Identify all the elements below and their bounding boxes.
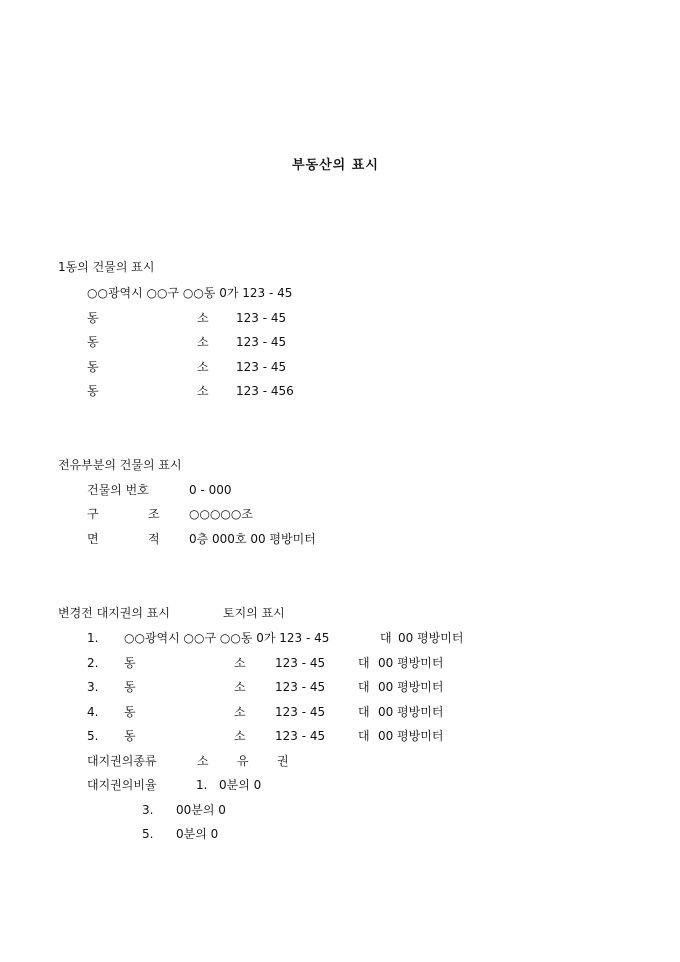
land-row-number: 3. [87,680,99,694]
building-row-label: 동 [87,335,99,349]
unit-number-value: 0 - 000 [189,483,232,497]
land-row-use: 대 [358,656,370,670]
unit-structure-label: 조 [148,507,160,521]
unit-area-value: 0층 000호 00 평방미터 [189,532,316,546]
land-row-value: 123 - 45 [275,680,326,694]
land-row-value: 123 - 45 [275,656,326,670]
land-row-label: 소 [234,705,246,719]
land-row-label: 소 [234,729,246,743]
land-row-area: 00 평방미터 [378,680,444,694]
building-row-label: 동 [87,384,99,398]
building-address: ○○광역시 ○○구 ○○동 0가 123 - 45 [87,286,293,300]
building-row-value: 123 - 45 [236,311,287,325]
land-ratio-label: 대지권의비율 [87,778,157,792]
land-ratio-number: 3. [142,803,154,817]
land-ratio-number: 1. [196,778,208,792]
unit-structure-value: ○○○○○조 [189,507,253,521]
land-type-value: 소 [197,754,209,768]
land-row-label: 동 [124,705,136,719]
building-row-label: 소 [197,311,209,325]
land-row-label: 소 [234,656,246,670]
land-row-number: 1. [87,631,99,645]
land-type-value: 권 [277,754,289,768]
land-row-area: 00 평방미터 [378,705,444,719]
building-row-value: 123 - 45 [236,335,287,349]
land-row-use: 대 [358,680,370,694]
land-row-label: 동 [124,680,136,694]
unit-area-label: 면 [87,532,99,546]
unit-structure-label: 구 [87,507,99,521]
land-ratio-value: 0분의 0 [176,827,219,841]
land-ratio-value: 0분의 0 [219,778,262,792]
unit-area-label: 적 [148,532,160,546]
land-row-label: 소 [234,680,246,694]
building-row-value: 123 - 456 [236,384,294,398]
building-row-label: 소 [197,360,209,374]
unit-heading: 전유부분의 건물의 표시 [58,458,182,472]
unit-number-label: 건물의 번호 [87,483,149,497]
building-row-label: 동 [87,360,99,374]
land-row-area: 00 평방미터 [378,729,444,743]
land-row-value: 123 - 45 [275,705,326,719]
land-row-number: 2. [87,656,99,670]
land-row-number: 4. [87,705,99,719]
land-heading: 변경전 대지권의 표시 [58,606,170,620]
building-row-label: 소 [197,335,209,349]
land-row-use: 대 [380,631,392,645]
land-row-use: 대 [358,729,370,743]
land-row-label: 동 [124,729,136,743]
land-row-number: 5. [87,729,99,743]
land-row-value: 123 - 45 [275,729,326,743]
land-row-area: 00 평방미터 [378,656,444,670]
land-type-label: 대지권의종류 [87,754,157,768]
land-row-address: ○○광역시 ○○구 ○○동 0가 123 - 45 [124,631,330,645]
land-ratio-number: 5. [142,827,154,841]
page-title: 부동산의 표시 [292,158,379,173]
building-row-label: 동 [87,311,99,325]
land-row-area: 00 평방미터 [398,631,464,645]
building-heading: 1동의 건물의 표시 [58,260,155,274]
building-row-label: 소 [197,384,209,398]
land-ratio-value: 00분의 0 [176,803,226,817]
land-row-label: 동 [124,656,136,670]
land-subheading: 토지의 표시 [223,606,285,620]
land-row-use: 대 [358,705,370,719]
building-row-value: 123 - 45 [236,360,287,374]
land-type-value: 유 [237,754,249,768]
